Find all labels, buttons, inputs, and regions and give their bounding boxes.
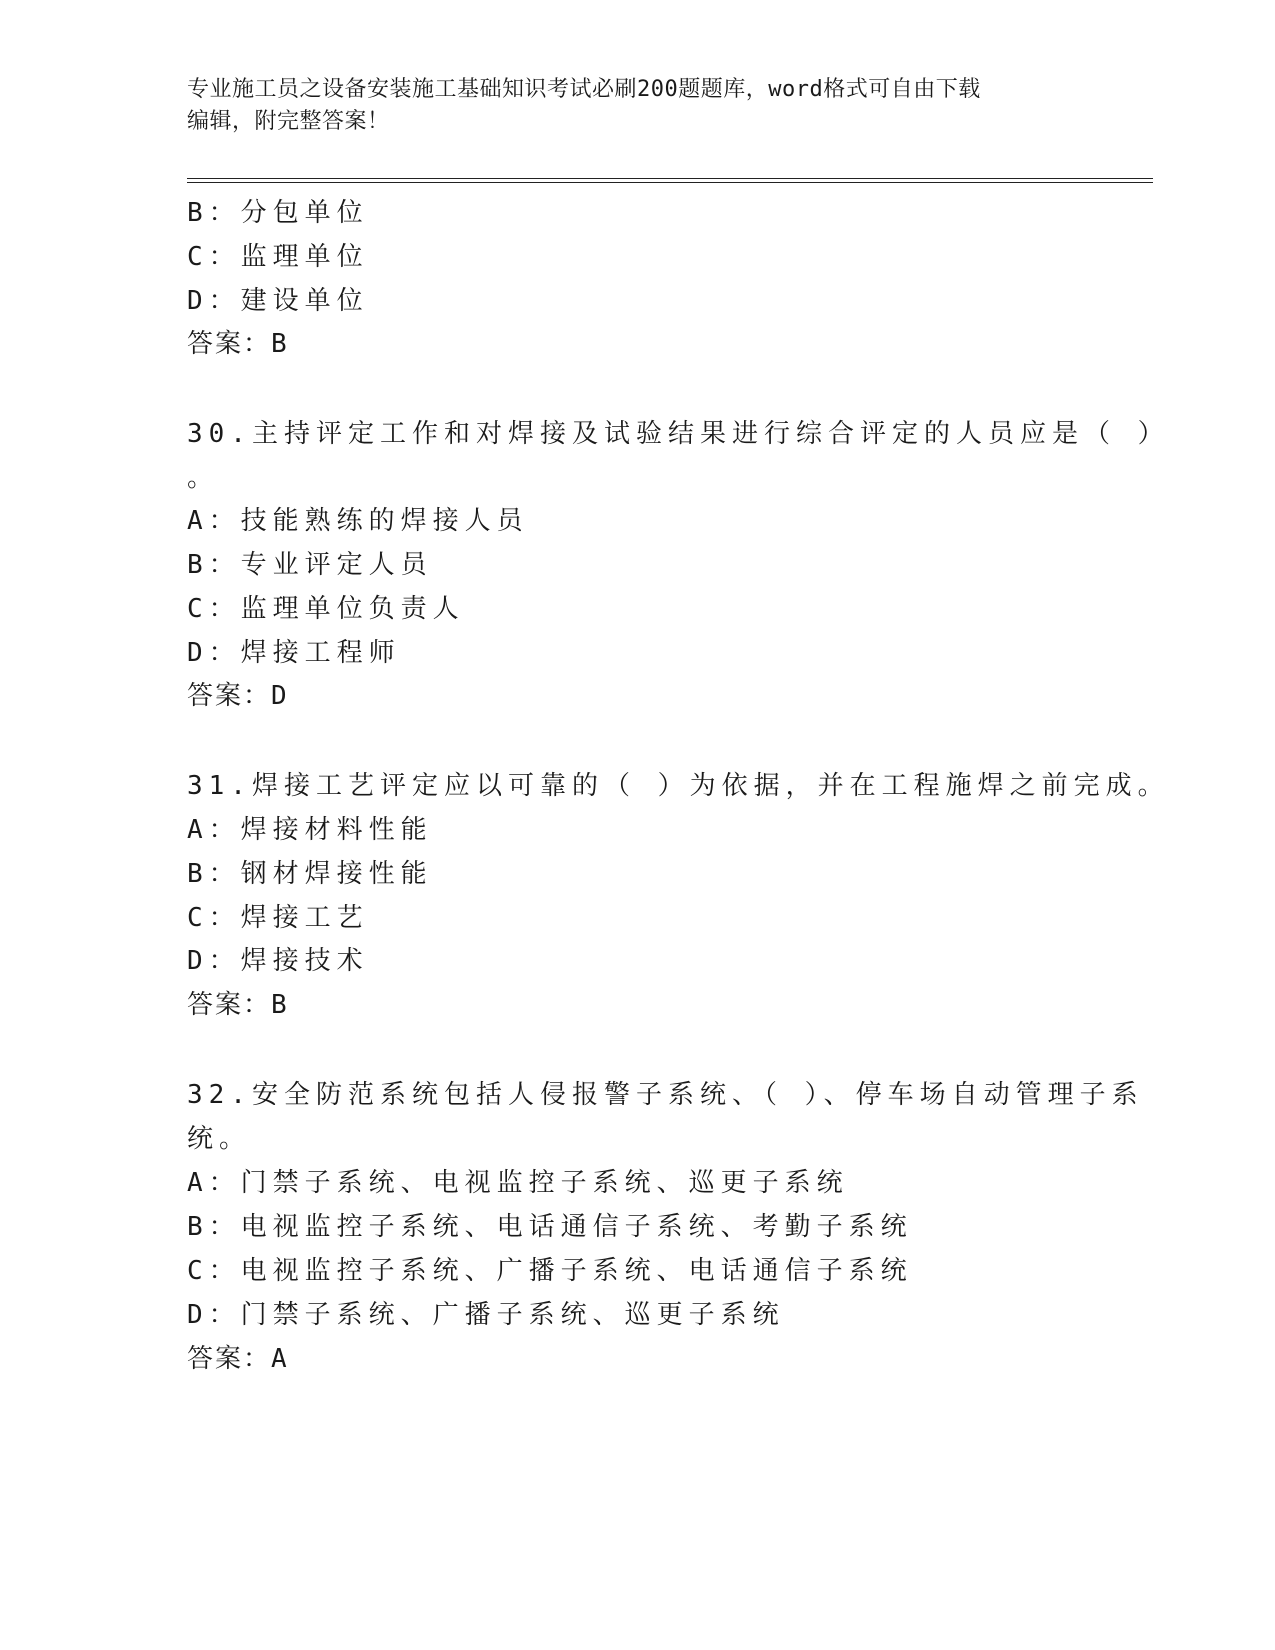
question-32-stem: 32.安全防范系统包括人侵报警子系统、（ ）、停车场自动管理子系 [187,1080,1144,1110]
option-a-q30: A：技能熟练的焊接人员 [187,506,529,536]
option-d-q29: D：建设单位 [187,286,369,316]
option-d-q31: D：焊接技术 [187,946,369,976]
option-c-q32: C：电视监控子系统、广播子系统、电话通信子系统 [187,1256,913,1286]
answer-q31: 答案：B [187,990,289,1020]
header-line-1: 专业施工员之设备安装施工基础知识考试必刷200题题库，word格式可自由下载 [187,77,981,102]
answer-q32: 答案：A [187,1344,289,1374]
option-a-q31: A：焊接材料性能 [187,815,433,845]
question-30-stem: 30.主持评定工作和对焊接及试验结果进行综合评定的人员应是（ ） [187,419,1170,449]
option-d-q30: D：焊接工程师 [187,638,401,668]
header-divider-top [187,178,1153,179]
answer-q30: 答案：D [187,681,289,711]
document-header [187,74,1067,138]
option-b-q29: B：分包单位 [187,198,369,228]
header-divider-bottom [187,182,1153,183]
option-a-q32: A：门禁子系统、电视监控子系统、巡更子系统 [187,1168,849,1198]
question-32-stem-end: 统。 [187,1124,252,1154]
option-d-q32: D：门禁子系统、广播子系统、巡更子系统 [187,1300,785,1330]
option-c-q29: C：监理单位 [187,242,369,272]
option-b-q31: B：钢材焊接性能 [187,859,433,889]
question-30-stem-end: 。 [187,463,220,493]
option-c-q31: C：焊接工艺 [187,903,369,933]
option-c-q30: C：监理单位负责人 [187,594,465,624]
answer-q29: 答案：B [187,329,289,359]
header-line-2: 编辑，附完整答案！ [187,109,390,134]
option-b-q30: B：专业评定人员 [187,550,433,580]
option-b-q32: B：电视监控子系统、电话通信子系统、考勤子系统 [187,1212,913,1242]
question-31-stem: 31.焊接工艺评定应以可靠的（ ）为依据，并在工程施焊之前完成。 [187,771,1170,801]
